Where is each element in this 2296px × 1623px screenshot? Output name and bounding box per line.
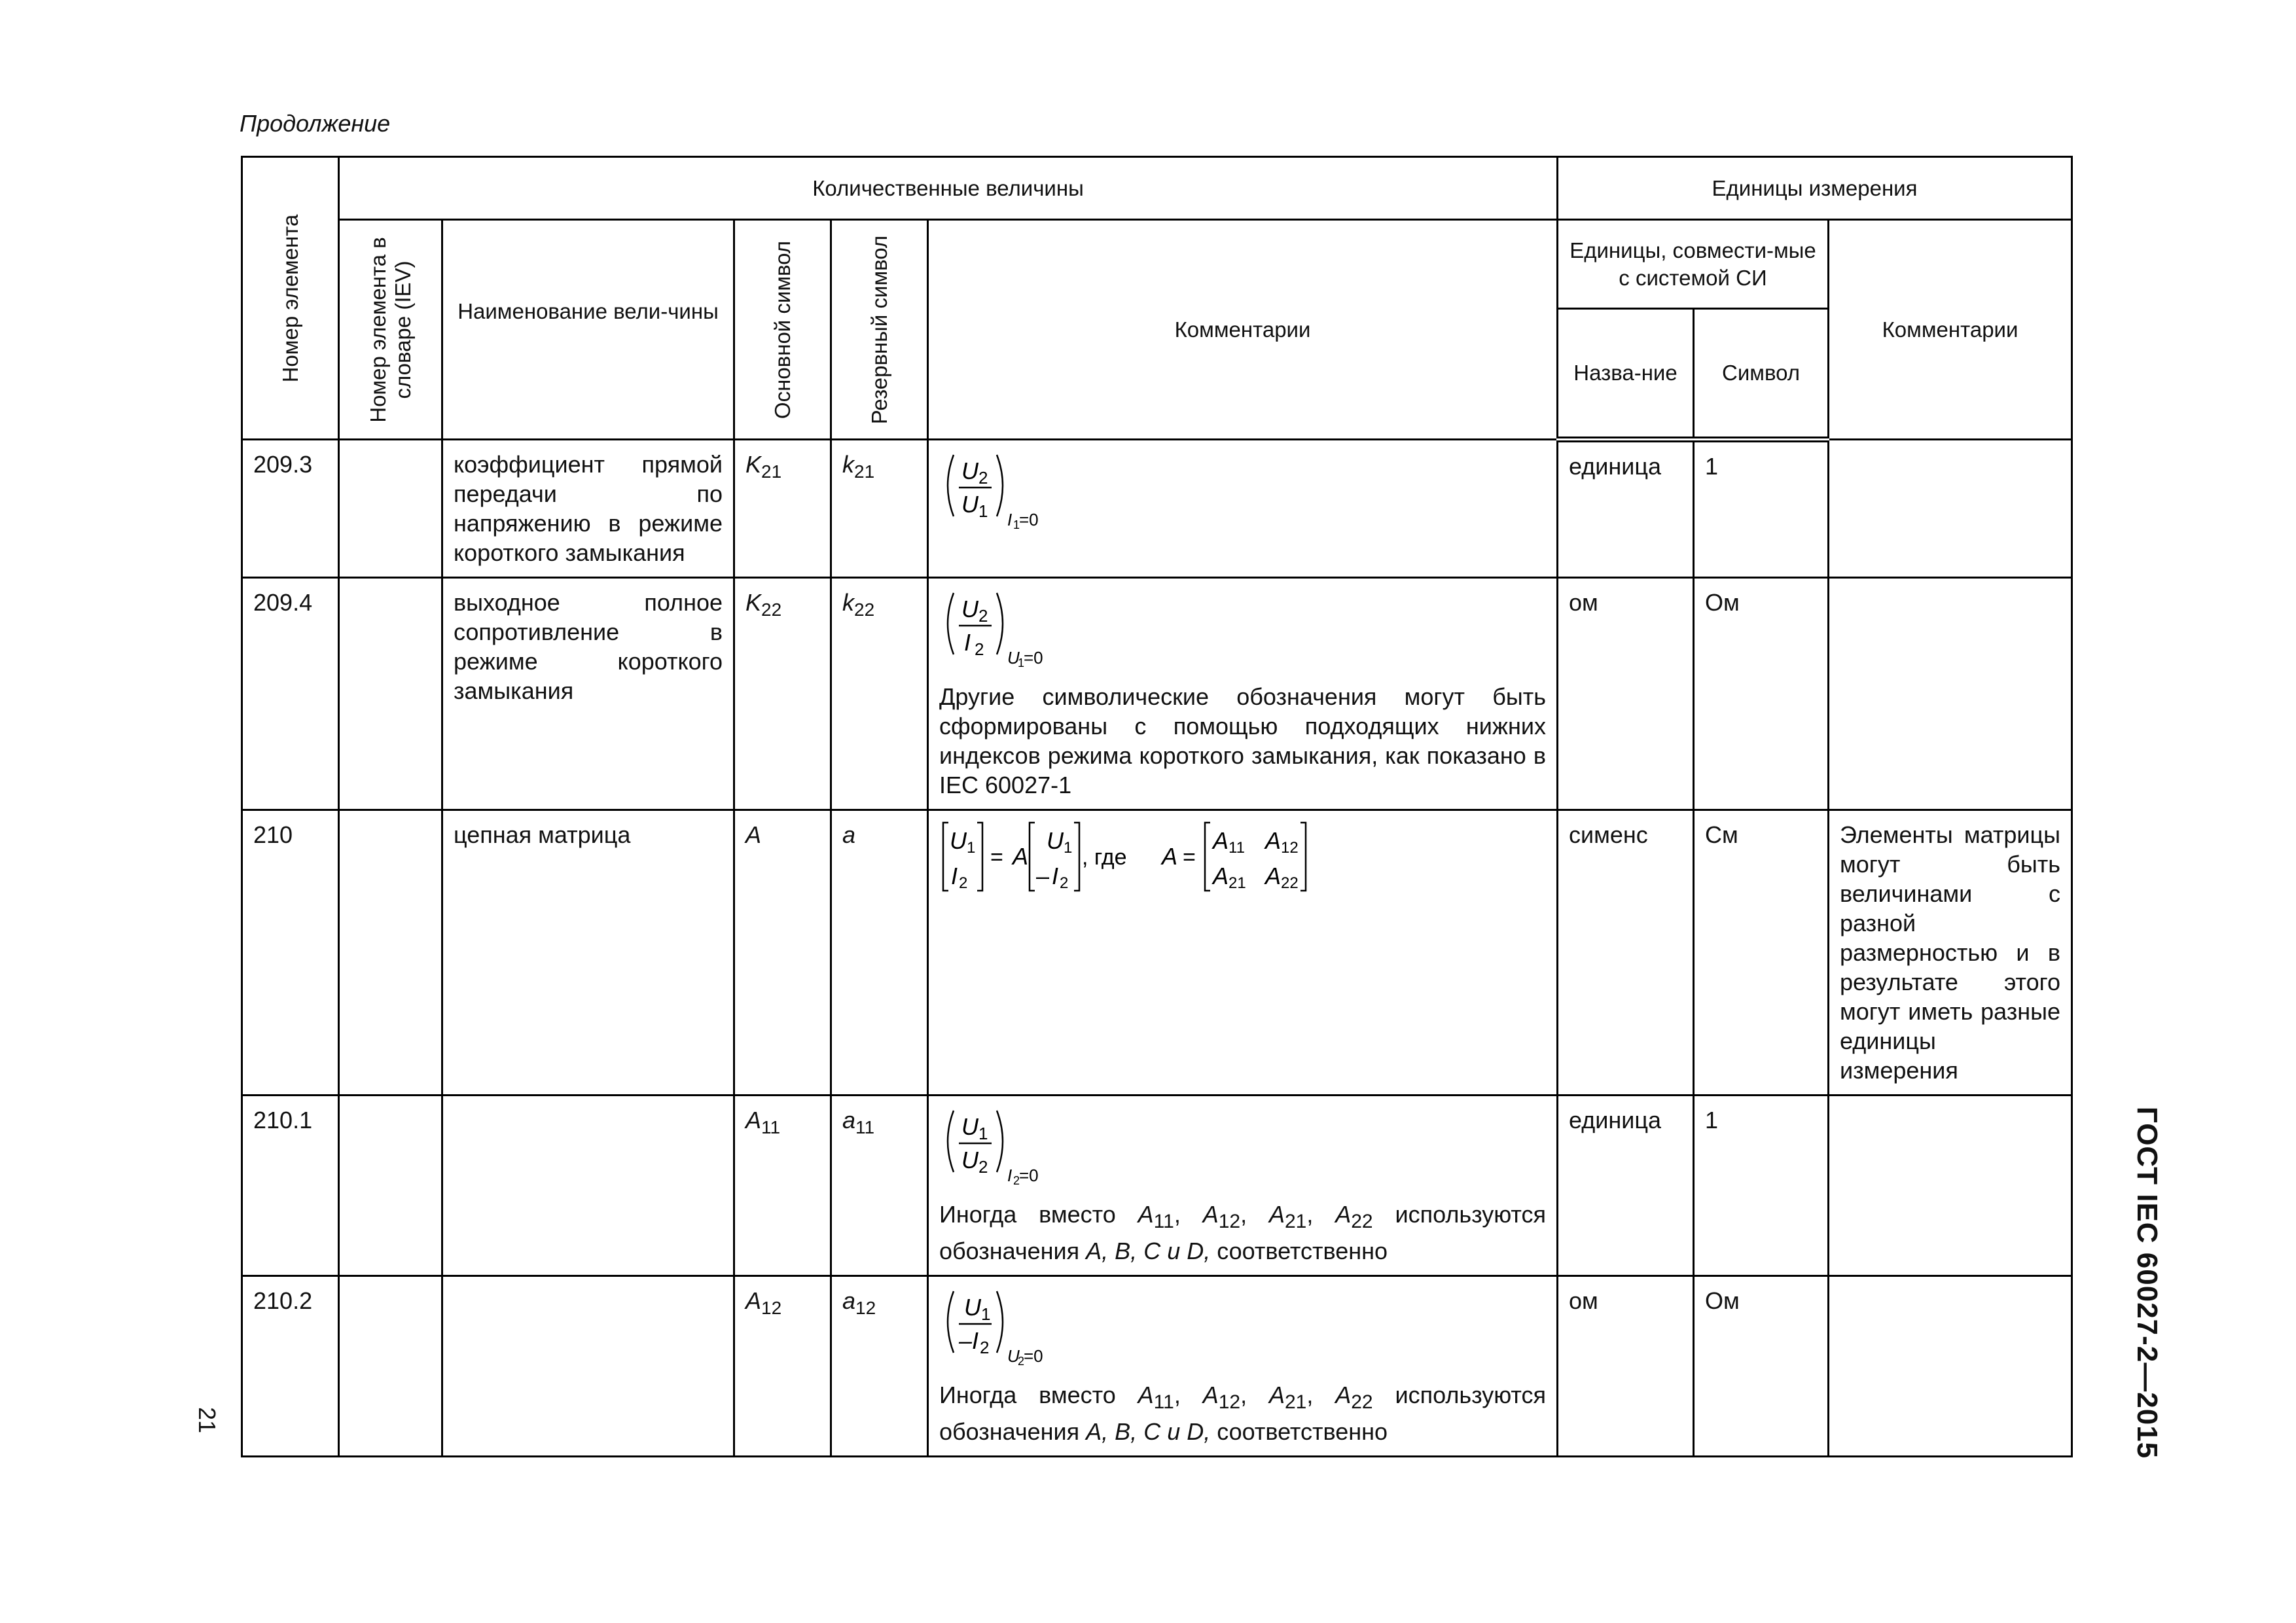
quantity-name	[442, 1096, 734, 1276]
svg-text:U: U	[1007, 1346, 1020, 1366]
header-main-symbol: Основной символ	[734, 220, 831, 440]
comment-cell	[928, 440, 1558, 578]
unit-symbol: 1	[1694, 440, 1829, 578]
svg-text:1: 1	[978, 501, 988, 521]
svg-text:A: A	[1213, 863, 1229, 889]
table-row	[242, 1096, 2072, 1276]
quantity-name: выходное полное сопротивление в режиме короткого замыкания	[442, 578, 734, 810]
svg-text:U: U	[961, 491, 978, 518]
svg-text:2: 2	[975, 639, 984, 659]
svg-text:=0: =0	[1024, 648, 1043, 668]
svg-text:2: 2	[980, 1338, 990, 1358]
svg-text:=: =	[1183, 845, 1196, 870]
unit-comment	[1829, 578, 2072, 810]
svg-text:1: 1	[1064, 839, 1073, 857]
comment-cell	[928, 1276, 1558, 1457]
item-number: 210.1	[242, 1096, 339, 1276]
svg-text:1: 1	[1018, 656, 1025, 669]
unit-comment: Элементы матрицы могут быть величинами с разной размерностью и в результате этого могут иметь разные единицы измерения	[1829, 810, 2072, 1096]
header-comments: Комментарии	[928, 220, 1558, 440]
reserve-symbol: $k_{22}$	[831, 578, 928, 810]
svg-text:12: 12	[1281, 839, 1299, 857]
svg-text:A: A	[1162, 843, 1178, 870]
svg-text:–I: –I	[959, 1327, 979, 1355]
continuation-label: Продолжение	[240, 110, 391, 137]
svg-text:2: 2	[1018, 1355, 1025, 1368]
comment-text: Другие символические обозначения могут быть сформированы с помощью подходящих нижних индексов режима короткого замыкания, как показано в IEC 60027-1	[939, 683, 1546, 798]
iev-number	[339, 1276, 442, 1457]
header-si-units: Единицы, совмести-мые с системой СИ	[1558, 220, 1829, 309]
quantity-name: коэффициент прямой передачи по напряжению в режиме короткого замыкания	[442, 440, 734, 578]
quantities-table	[241, 156, 2073, 1457]
svg-text:U: U	[1007, 648, 1020, 668]
comment-text: Иногда вместо $A_{11}$, $A_{12}$, $A_{21}$, $A_{22}$ используются обозначения A, B, C и D, соответственно	[939, 1201, 1546, 1265]
svg-text:U: U	[1047, 827, 1064, 854]
quantity-name	[442, 1276, 734, 1457]
ratio-formula	[939, 1105, 1546, 1190]
reserve-symbol: a	[831, 810, 928, 1096]
svg-text:1: 1	[1013, 518, 1020, 531]
standard-id-text: ГОСТ IEC 60027-2—2015	[2131, 1106, 2163, 1459]
item-number: 209.4	[242, 578, 339, 810]
table-row	[242, 1276, 2072, 1457]
svg-text:2: 2	[978, 606, 988, 626]
main-symbol: $A_{12}$	[734, 1276, 831, 1457]
quantity-name: цепная матрица	[442, 810, 734, 1096]
svg-text:2: 2	[978, 1157, 988, 1177]
table-row	[242, 810, 2072, 1096]
svg-text:2: 2	[1060, 874, 1069, 892]
svg-text:11: 11	[1229, 839, 1245, 857]
svg-text:2: 2	[1013, 1174, 1020, 1187]
unit-comment	[1829, 1276, 2072, 1457]
svg-text:1: 1	[981, 1304, 991, 1325]
svg-text:U: U	[961, 596, 978, 622]
svg-text:I: I	[1007, 510, 1013, 529]
comment-cell	[928, 1096, 1558, 1276]
iev-number	[339, 578, 442, 810]
item-number: 210	[242, 810, 339, 1096]
unit-symbol: 1	[1694, 1096, 1829, 1276]
svg-text:U: U	[961, 1113, 978, 1140]
header-iev-number: Номер элемента в словаре (IEV)	[339, 220, 442, 440]
svg-text:=: =	[990, 845, 1003, 870]
svg-text:A: A	[1265, 863, 1282, 889]
unit-name: ом	[1558, 578, 1694, 810]
unit-comment	[1829, 440, 2072, 578]
ratio-formula	[939, 588, 1546, 673]
svg-text:A: A	[1013, 843, 1029, 870]
header-units-group: Единицы измерения	[1558, 157, 2072, 220]
svg-text:=0: =0	[1024, 1346, 1043, 1366]
unit-name: ом	[1558, 1276, 1694, 1457]
iev-number	[339, 440, 442, 578]
page-number-text: 21	[194, 1406, 221, 1434]
svg-text:, где: , где	[1082, 845, 1127, 870]
reserve-symbol: $a_{11}$	[831, 1096, 928, 1276]
svg-text:U: U	[950, 827, 967, 854]
svg-text:1: 1	[978, 1124, 988, 1143]
iev-number	[339, 810, 442, 1096]
standard-id	[2108, 1106, 2186, 1459]
svg-text:21: 21	[1229, 874, 1246, 892]
svg-text:U: U	[961, 1147, 978, 1173]
svg-text:A: A	[1265, 827, 1282, 854]
item-number: 209.3	[242, 440, 339, 578]
reserve-symbol: $a_{12}$	[831, 1276, 928, 1457]
unit-name: единица	[1558, 440, 1694, 578]
unit-symbol: Ом	[1694, 578, 1829, 810]
header-item-number: Номер элемента	[242, 157, 339, 440]
matrix-formula	[939, 820, 1546, 895]
comment-cell	[928, 810, 1558, 1096]
unit-name: сименс	[1558, 810, 1694, 1096]
item-number: 210.2	[242, 1276, 339, 1457]
ratio-formula	[939, 1286, 1546, 1371]
svg-text:2: 2	[959, 874, 968, 892]
svg-text:I: I	[951, 863, 958, 889]
main-symbol: A	[734, 810, 831, 1096]
svg-text:1: 1	[967, 839, 976, 857]
svg-text:22: 22	[1281, 874, 1299, 892]
comment-text: Иногда вместо $A_{11}$, $A_{12}$, $A_{21}$, $A_{22}$ используются обозначения A, B, C и D, соответственно	[939, 1382, 1546, 1446]
header-unit-comments: Комментарии	[1829, 220, 2072, 440]
svg-text:=0: =0	[1019, 1166, 1039, 1185]
unit-symbol: См	[1694, 810, 1829, 1096]
iev-number	[339, 1096, 442, 1276]
svg-text:U: U	[964, 1294, 981, 1321]
comment-cell	[928, 578, 1558, 810]
unit-name: единица	[1558, 1096, 1694, 1276]
main-symbol: $K_{22}$	[734, 578, 831, 810]
header-quantity-name: Наименование вели-чины	[442, 220, 734, 440]
main-symbol: $K_{21}$	[734, 440, 831, 578]
reserve-symbol: $k_{21}$	[831, 440, 928, 578]
main-symbol: $A_{11}$	[734, 1096, 831, 1276]
svg-text:A: A	[1213, 827, 1229, 854]
svg-text:2: 2	[978, 468, 988, 488]
unit-comment	[1829, 1096, 2072, 1276]
svg-text:I: I	[1007, 1166, 1013, 1185]
header-unit-symbol: Символ	[1694, 309, 1829, 440]
svg-text:I: I	[1052, 863, 1059, 889]
unit-symbol: Ом	[1694, 1276, 1829, 1457]
header-reserve-symbol: Резервный символ	[831, 220, 928, 440]
ratio-formula	[939, 450, 1546, 535]
table-row	[242, 440, 2072, 578]
page-number	[194, 1400, 220, 1440]
svg-text:I: I	[964, 629, 971, 656]
header-unit-name: Назва-ние	[1558, 309, 1694, 440]
table-row	[242, 578, 2072, 810]
svg-text:=0: =0	[1019, 510, 1039, 529]
svg-text:U: U	[961, 457, 978, 484]
header-quantities-group: Количественные величины	[339, 157, 1558, 220]
svg-text:–: –	[1036, 863, 1050, 889]
